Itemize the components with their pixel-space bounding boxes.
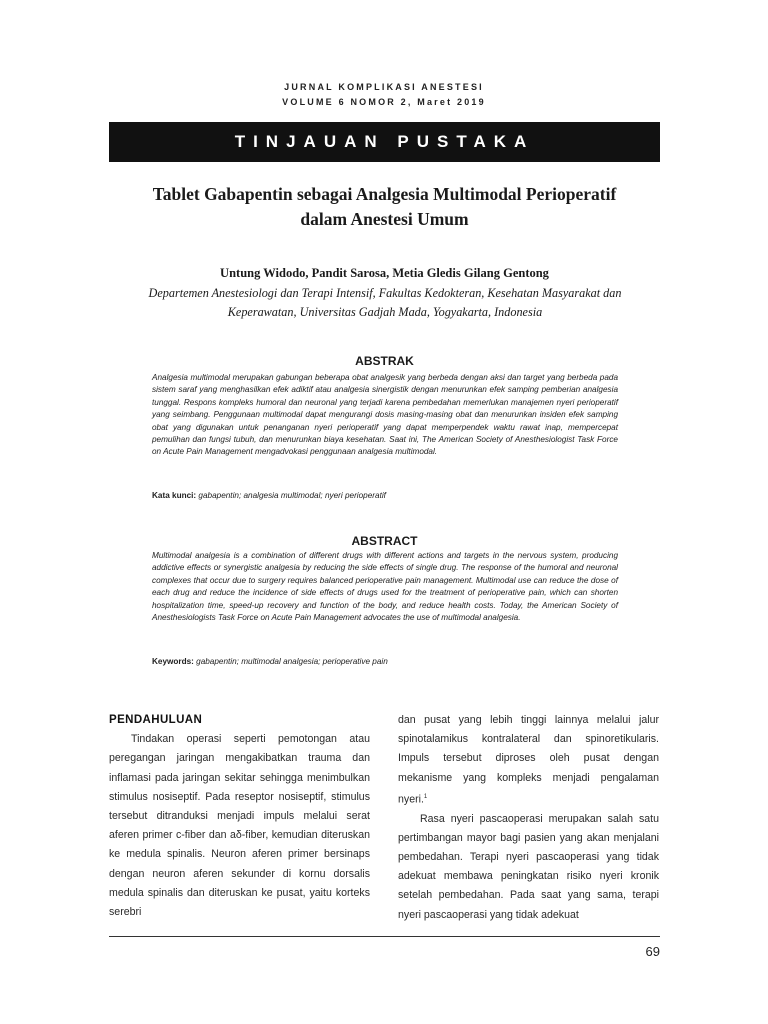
- abstrak-keywords: [152, 491, 618, 500]
- affiliation-line-2: Keperawatan, Universitas Gadjah Mada, Yogyakarta, Indonesia: [227, 305, 543, 319]
- abstrak-text: Analgesia multimodal merupakan gabungan beberapa obat analgesik yang berbeda dengan aksi dan target yang berbeda pada sistem saraf yang menghasilkan efek adiktif atau analgesia sinergistik dengan menurunkan efek samping pemberian analgesia tunggal. Respons kompleks humoral dan neuronal yang terjadi karena pembedahan memerlukan manajemen nyeri perioperatif yang seimbang. Penggunaan multimodal dapat mengurangi dosis masing-masing obat dan menurunkan insiden efek samping obat yang digunakan untuk penanganan nyeri perioperatif yang dapat memperpendek waktu rawat inap, mempercepat pemulihan dan fungsi tubuh, dan menurunkan biaya kesehatan. Saat ini, The American Society of Anesthesiologist Task Force on Acute Pain Management mengadvokasi penggunaan analgesia multimodal.: [152, 373, 618, 457]
- abstract-keywords: [152, 657, 618, 666]
- abstract-heading: ABSTRACT: [351, 534, 418, 548]
- citation-ref: 1: [423, 793, 428, 800]
- abstrak-heading: ABSTRAK: [355, 354, 414, 368]
- journal-name: JURNAL KOMPLIKASI ANESTESI: [284, 82, 484, 92]
- journal-volume: VOLUME 6 NOMOR 2, Maret 2019: [282, 97, 486, 107]
- section-banner: [109, 122, 660, 162]
- section-heading-pendahuluan: PENDAHULUAN: [109, 714, 203, 726]
- page-number: 69: [645, 944, 660, 959]
- affiliation: [120, 284, 650, 322]
- abstrak-keywords-value: gabapentin; analgesia multimodal; nyeri perioperatif: [198, 491, 386, 500]
- abstrak-keywords-label: Kata kunci:: [152, 491, 197, 500]
- body-paragraph-2: [398, 711, 659, 810]
- author-list: Untung Widodo, Pandit Sarosa, Metia Gledis Gilang Gentong: [220, 266, 549, 280]
- article-title: [109, 182, 660, 232]
- abstract-keywords-value: gabapentin; multimodal analgesia; perioperative pain: [196, 657, 388, 666]
- section-label: TINJAUAN PUSTAKA: [234, 132, 535, 151]
- affiliation-line-1: Departemen Anestesiologi dan Terapi Intensif, Fakultas Kedokteran, Kesehatan Masyarakat dan: [148, 286, 622, 300]
- body-paragraph-2-text: dan pusat yang lebih tinggi lainnya melalui jalur spinotalamikus kontralateral dan spinoretikularis. Impuls tersebut diproses oleh pusat dengan mekanisme yang kompleks menjadi pengalaman nyeri.: [398, 714, 659, 806]
- abstract-keywords-label: Keywords:: [152, 657, 194, 666]
- body-paragraph-1: Tindakan operasi seperti pemotongan atau peregangan jaringan mengakibatkan trauma dan inflamasi pada jaringan sekitar sehingga menimbulkan stimulus nosiseptif. Pada reseptor nosiseptif, stimulus tersebut ditranduksi menjadi impuls melalui serat aferen primer c-fiber dan aδ-fiber, kemudian diteruskan ke medula spinalis. Neuron aferen primer bersinaps dengan neuron aferen sekunder di kornu dorsalis medula spinalis dan diteruskan ke pusat, yaitu korteks serebri: [109, 733, 370, 919]
- footer-rule: [109, 936, 660, 937]
- right-column: [398, 711, 659, 925]
- abstract-text: Multimodal analgesia is a combination of different drugs with different actions and targets in the nervous system, producing addictive effects or synergistic analgesia by reducing the side effects of single drug. The response of the humoral and neuronal complexes that occur due to surgery requires balanced perioperative pain management. Multimodal use can reduce the dose of each drug and reduce the incidence of side effects of drugs used for the treatment of perioperative pain, which can shorten hospitalization time, speed-up recovery and function of the body, and reduce health costs. Today, the American Society of Anesthesiologists Task Force on Acute Pain Management advocates the use of multimodal analgesia.: [152, 551, 618, 623]
- body-paragraph-3: Rasa nyeri pascaoperasi merupakan salah satu pertimbangan mayor bagi pasien yang akan menjalani pembedahan. Terapi nyeri pascaoperasi yang tidak adekuat membawa peningkatan risiko nyeri kronik setelah pembedahan. Pada saat yang sama, terapi nyeri pascaoperasi yang tidak adekuat: [398, 812, 659, 921]
- title-line-1: Tablet Gabapentin sebagai Analgesia Multimodal Perioperatif: [152, 184, 617, 204]
- title-line-2: dalam Anestesi Umum: [300, 209, 469, 229]
- left-column: [109, 711, 370, 922]
